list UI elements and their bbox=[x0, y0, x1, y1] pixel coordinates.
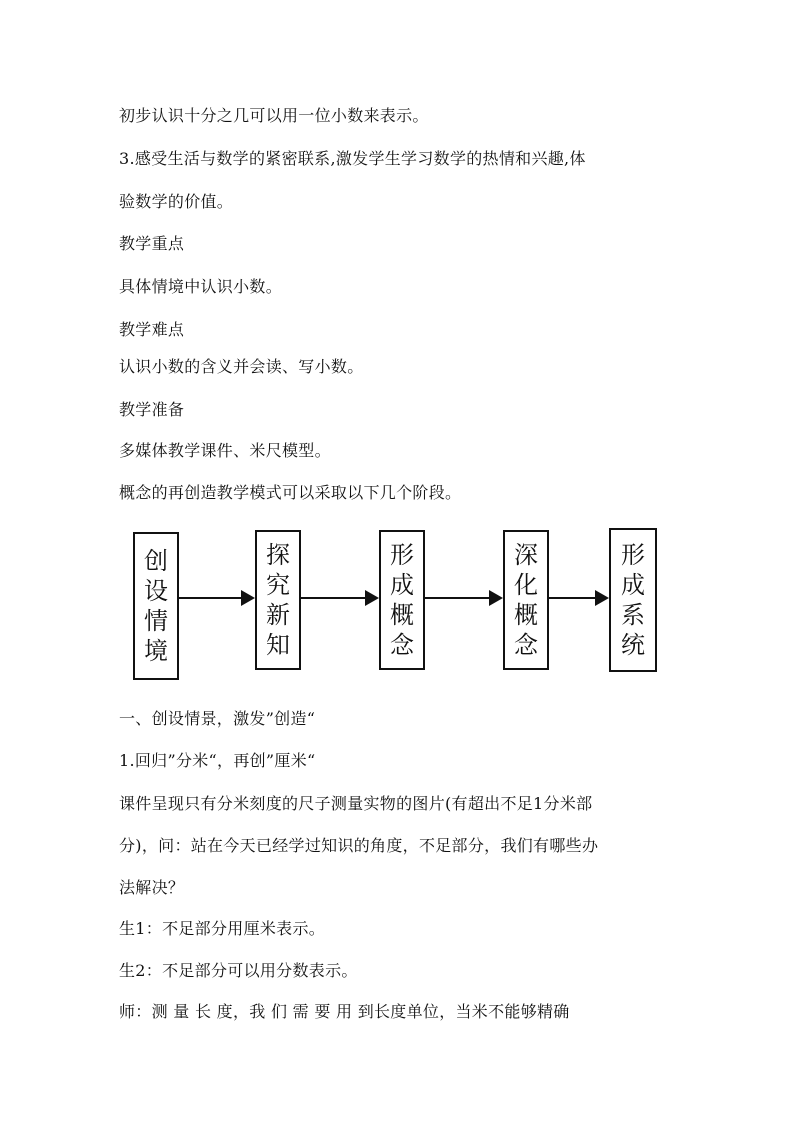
subsection-heading: 1.回归”分米“，再创”厘米“ bbox=[119, 751, 316, 770]
flow-char: 知 bbox=[266, 631, 290, 659]
flow-box-stage3 bbox=[379, 530, 425, 670]
paragraph-line: 认识小数的含义并会读、写小数。 bbox=[119, 357, 364, 376]
flow-char: 究 bbox=[266, 571, 290, 599]
flow-char: 系 bbox=[621, 601, 645, 629]
flow-char: 念 bbox=[390, 631, 414, 659]
flow-char: 境 bbox=[144, 637, 168, 665]
flow-char: 成 bbox=[621, 571, 645, 599]
flow-box-stage1 bbox=[133, 532, 179, 680]
flow-char: 形 bbox=[621, 541, 645, 569]
paragraph-line: 初步认识十分之几可以用一位小数来表示。 bbox=[119, 106, 429, 125]
flow-arrow bbox=[549, 597, 607, 599]
flow-char: 成 bbox=[390, 571, 414, 599]
section-heading: 教学难点 bbox=[119, 320, 185, 339]
flow-arrow bbox=[179, 597, 253, 599]
paragraph-line: 3.感受生活与数学的紧密联系,激发学生学习数学的热情和兴趣,体 bbox=[119, 149, 586, 168]
flow-char: 概 bbox=[390, 601, 414, 629]
flow-char: 概 bbox=[514, 601, 538, 629]
flow-char: 形 bbox=[390, 541, 414, 569]
flow-char: 化 bbox=[514, 571, 538, 599]
flow-char: 设 bbox=[144, 577, 168, 605]
flow-char: 统 bbox=[621, 631, 645, 659]
section-heading: 一、创设情景，激发”创造“ bbox=[119, 709, 316, 728]
flow-box-stage4 bbox=[503, 530, 549, 670]
flow-char: 创 bbox=[144, 547, 168, 575]
section-heading: 教学准备 bbox=[119, 400, 185, 419]
flow-char: 新 bbox=[266, 601, 290, 629]
paragraph-line: 生1：不足部分用厘米表示。 bbox=[119, 919, 326, 938]
paragraph-line: 师：测 量 长 度，我 们 需 要 用 到长度单位，当米不能够精确 bbox=[119, 1002, 570, 1021]
paragraph-line: 多媒体教学课件、米尺模型。 bbox=[119, 441, 331, 460]
paragraph-line: 生2：不足部分可以用分数表示。 bbox=[119, 961, 358, 980]
flow-arrow bbox=[301, 597, 377, 599]
flow-box-stage2 bbox=[255, 530, 301, 670]
paragraph-line: 概念的再创造教学模式可以采取以下几个阶段。 bbox=[119, 483, 462, 502]
section-heading: 教学重点 bbox=[119, 234, 185, 253]
paragraph-line: 具体情境中认识小数。 bbox=[119, 277, 283, 296]
paragraph-line: 分)，问：站在今天已经学过知识的角度，不足部分，我们有哪些办 bbox=[119, 836, 599, 855]
paragraph-line: 验数学的价值。 bbox=[119, 192, 234, 211]
flow-char: 深 bbox=[514, 541, 538, 569]
paragraph-line: 法解决？ bbox=[119, 878, 185, 897]
flow-arrow bbox=[425, 597, 501, 599]
paragraph-line: 课件呈现只有分米刻度的尺子测量实物的图片(有超出不足1分米部 bbox=[119, 794, 593, 813]
flow-char: 情 bbox=[144, 607, 168, 635]
flow-char: 探 bbox=[266, 541, 290, 569]
flow-char: 念 bbox=[514, 631, 538, 659]
flow-box-stage5 bbox=[609, 528, 657, 672]
